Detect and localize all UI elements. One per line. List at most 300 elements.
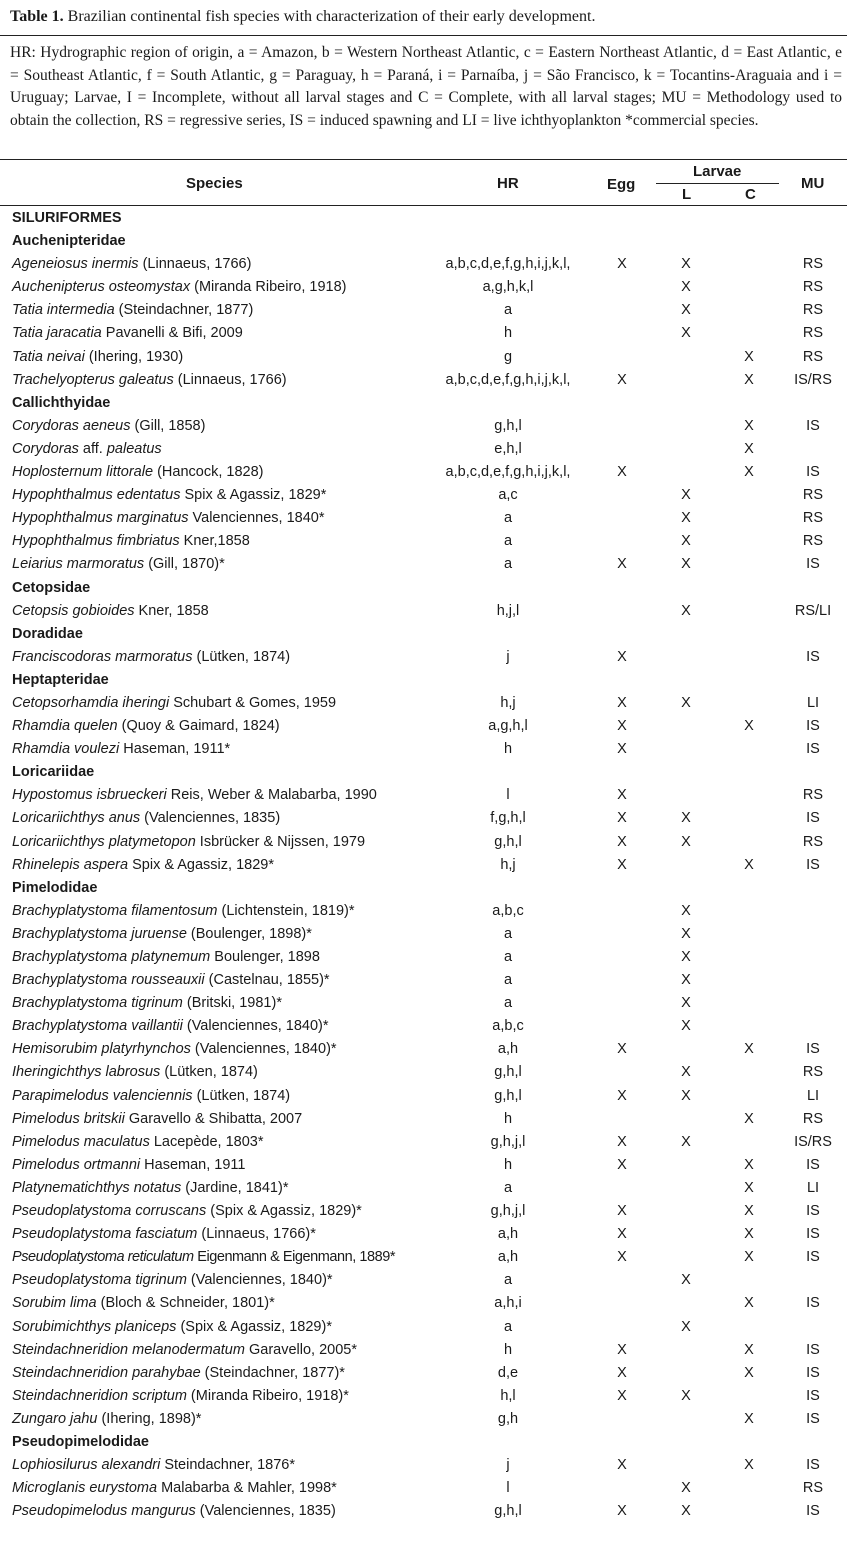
- species-cell: [12, 369, 287, 392]
- larvae-l-cell: X: [681, 325, 691, 342]
- larvae-c-cell: X: [744, 1226, 754, 1243]
- mu-cell: IS: [806, 1364, 820, 1381]
- hr-cell: a,h: [497, 1249, 519, 1266]
- larvae-l-cell: X: [681, 1064, 691, 1081]
- hr-cell: a: [503, 1272, 513, 1289]
- species-authority: Isbrücker & Nijssen, 1979: [195, 833, 366, 850]
- species-authority: (Steindachner, 1877): [114, 302, 254, 319]
- larvae-l-cell: X: [681, 833, 691, 850]
- species-authority: (Lichtenstein, 1819)*: [217, 902, 355, 919]
- hr-cell: a: [503, 533, 513, 550]
- mu-cell: RS: [802, 510, 824, 527]
- mu-cell: RS: [802, 833, 824, 850]
- scientific-name: Pimelodus ortmanni: [12, 1156, 141, 1173]
- egg-cell: X: [617, 371, 627, 388]
- mu-cell: IS/RS: [794, 1133, 832, 1150]
- table-row: [0, 346, 860, 369]
- species-cell: [12, 1408, 201, 1431]
- species-authority: (Valenciennes, 1840)*: [182, 1018, 329, 1035]
- species-cell: [12, 1177, 288, 1200]
- mu-cell: RS: [802, 302, 824, 319]
- larvae-c-cell: X: [744, 1364, 754, 1381]
- larvae-c-cell: X: [744, 1410, 754, 1427]
- hr-cell: j: [506, 648, 510, 665]
- table-row: [0, 992, 860, 1015]
- species-authority: (Miranda Ribeiro, 1918)*: [186, 1387, 349, 1404]
- scientific-name: Corydoras aeneus: [12, 417, 131, 434]
- species-authority: aff.: [78, 440, 107, 457]
- larvae-c-cell: X: [744, 1156, 754, 1173]
- species-authority: Spix & Agassiz, 1829*: [180, 487, 327, 504]
- family-heading-row: [0, 877, 860, 900]
- larvae-l-cell: X: [681, 533, 691, 550]
- hr-cell: l: [506, 787, 510, 804]
- species-cell: [12, 1085, 290, 1108]
- column-header-mu: MU: [801, 175, 825, 192]
- species-authority: (Linnaeus, 1766): [138, 256, 252, 273]
- larvae-l-cell: X: [681, 949, 691, 965]
- mu-cell: IS: [806, 1041, 820, 1058]
- mu-cell: IS: [806, 1410, 820, 1427]
- mu-cell: RS: [802, 279, 824, 296]
- mu-cell: LI: [806, 1179, 820, 1196]
- species-authority: Schubart & Gomes, 1959: [169, 694, 337, 711]
- hr-cell: a,b,c,d,e,f,g,h,i,j,k,l,: [445, 256, 571, 273]
- larvae-l-cell: X: [681, 972, 691, 989]
- scientific-name: Brachyplatystoma filamentosum: [12, 902, 218, 919]
- species-authority: (Bloch & Schneider, 1801)*: [96, 1295, 275, 1312]
- mu-cell: IS: [806, 1156, 820, 1173]
- species-authority: Garavello & Shibatta, 2007: [124, 1110, 303, 1127]
- family-heading-row: [0, 1431, 860, 1454]
- table-row: [0, 784, 860, 807]
- species-cell: [12, 1108, 302, 1131]
- hr-cell: g: [503, 348, 513, 365]
- species-cell: [12, 276, 346, 299]
- larvae-c-cell: X: [744, 1295, 754, 1312]
- scientific-name: Leiarius marmoratus: [12, 556, 145, 573]
- family-heading-row: [0, 761, 860, 784]
- mu-cell: RS: [802, 487, 824, 504]
- column-header-larvae-c: C: [745, 186, 756, 203]
- egg-cell: X: [617, 1387, 627, 1404]
- hr-cell: h: [503, 325, 513, 342]
- mu-cell: LI: [806, 1087, 820, 1104]
- hr-cell: h: [503, 1156, 513, 1173]
- hr-cell: a: [503, 949, 513, 965]
- mu-cell: IS: [806, 810, 820, 827]
- species-authority: Boulenger, 1898: [210, 949, 320, 965]
- scientific-name: Pseudoplatystoma tigrinum: [12, 1272, 187, 1289]
- table-body: [0, 207, 860, 1523]
- egg-cell: X: [617, 856, 627, 873]
- mu-cell: RS: [802, 256, 824, 273]
- species-cell: [12, 1477, 337, 1500]
- egg-cell: X: [617, 1249, 627, 1266]
- mu-cell: RS: [802, 348, 824, 365]
- larvae-c-cell: X: [744, 417, 754, 434]
- table-row: [0, 854, 860, 877]
- species-cell: [12, 807, 280, 830]
- species-authority: Eigenmann & Eigenmann, 1889*: [193, 1249, 396, 1266]
- egg-cell: X: [617, 1156, 627, 1173]
- hr-cell: g,h,l: [494, 1064, 522, 1081]
- table-row: [0, 1131, 860, 1154]
- species-authority: (Valenciennes, 1835): [140, 810, 281, 827]
- table-row: [0, 969, 860, 992]
- species-cell: [12, 415, 205, 438]
- table-legend-note: HR: Hydrographic region of origin, a = Amazon, b = Western Northeast Atlantic, c = Eastern Northeast Atlantic, d = East Atlantic, e = Southeast Atlantic, f = South Atlantic, g = Paraguay, h = Paraná, i = Parnaíba, j = São Francisco, k = Tocantins-Araguaia and i = Uruguay; Larvae, I = Incomplete, without all larval stages and C = Complete, with all larval stages; MU = Methodology used to obtain the collection, RS = regressive series, IS = induced spawning and LI = live ichthyoplankton *commercial species.: [10, 44, 842, 129]
- table-row: [0, 1038, 860, 1061]
- egg-cell: X: [617, 1457, 627, 1474]
- scientific-name: Rhamdia quelen: [12, 718, 118, 735]
- scientific-name: Brachyplatystoma rousseauxii: [12, 972, 205, 989]
- species-authority: (Jardine, 1841)*: [181, 1179, 289, 1196]
- mu-cell: IS: [806, 1295, 820, 1312]
- larvae-c-cell: X: [744, 718, 754, 735]
- hr-cell: h: [503, 741, 513, 758]
- scientific-name: Sorubimichthys planiceps: [12, 1318, 177, 1335]
- species-cell: [12, 322, 243, 345]
- larvae-l-cell: X: [681, 1503, 691, 1520]
- table-row: [0, 507, 860, 530]
- species-authority: (Castelnau, 1855)*: [204, 972, 330, 989]
- table-row: [0, 646, 860, 669]
- table-row: [0, 1385, 860, 1408]
- species-authority: Haseman, 1911: [140, 1156, 246, 1173]
- column-header-species: Species: [186, 175, 243, 192]
- species-authority: Pavanelli & Bifi, 2009: [101, 325, 243, 342]
- species-authority: (Hancock, 1828): [153, 464, 264, 481]
- family-name: Doradidae: [12, 625, 83, 642]
- hr-cell: h,l: [500, 1387, 516, 1404]
- species-authority: (Valenciennes, 1835): [195, 1503, 336, 1520]
- scientific-name: Tatia intermedia: [12, 302, 115, 319]
- larvae-c-cell: X: [744, 1341, 754, 1358]
- egg-cell: X: [617, 833, 627, 850]
- species-authority: (Britski, 1981)*: [182, 995, 282, 1012]
- larvae-c-cell: X: [744, 464, 754, 481]
- egg-cell: X: [617, 1203, 627, 1220]
- scientific-name: Loricariichthys platymetopon: [12, 833, 196, 850]
- scientific-name: Hypophthalmus edentatus: [12, 487, 181, 504]
- species-cell: [12, 854, 274, 877]
- larvae-c-cell: X: [744, 348, 754, 365]
- scientific-name: Rhinelepis aspera: [12, 856, 129, 873]
- mu-cell: LI: [806, 694, 820, 711]
- table-row: [0, 1408, 860, 1431]
- species-cell: [12, 1292, 275, 1315]
- larvae-c-cell: X: [744, 1110, 754, 1127]
- mu-cell: IS: [806, 718, 820, 735]
- table-caption: [10, 6, 855, 28]
- species-authority: (Valenciennes, 1840)*: [186, 1272, 333, 1289]
- table-row: [0, 738, 860, 761]
- species-authority: Reis, Weber & Malabarba, 1990: [166, 787, 377, 804]
- table-caption-label: Table 1.: [10, 8, 64, 25]
- species-authority: Valenciennes, 1840*: [188, 510, 325, 527]
- species-cell: [12, 646, 290, 669]
- species-authority: Lacepède, 1803*: [149, 1133, 264, 1150]
- hr-cell: a,b,c: [492, 1018, 524, 1035]
- species-cell: [12, 1500, 336, 1523]
- family-heading-row: [0, 623, 860, 646]
- egg-cell: X: [617, 648, 627, 665]
- family-name: Loricariidae: [12, 764, 95, 781]
- scientific-name: Tatia neivai: [12, 348, 85, 365]
- species-cell: [12, 1316, 332, 1339]
- larvae-l-cell: X: [681, 1272, 691, 1289]
- species-authority: Garavello, 2005*: [244, 1341, 357, 1358]
- family-name: Auchenipteridae: [12, 233, 126, 250]
- scientific-name: Brachyplatystoma platynemum: [12, 949, 211, 965]
- hr-cell: a,h: [497, 1041, 519, 1058]
- mu-cell: IS: [806, 856, 820, 873]
- family-name: Heptapteridae: [12, 671, 109, 688]
- family-heading-row: [0, 577, 860, 600]
- scientific-name: Lophiosilurus alexandri: [12, 1457, 161, 1474]
- mu-cell: RS: [802, 1480, 824, 1497]
- hr-cell: a,g,h,k,l: [482, 279, 534, 296]
- larvae-l-cell: X: [681, 487, 691, 504]
- larvae-l-cell: X: [681, 925, 691, 942]
- species-cell: [12, 715, 280, 738]
- scientific-name: Tatia jaracatia: [12, 325, 102, 342]
- larvae-l-cell: X: [681, 995, 691, 1012]
- scientific-name: Microglanis eurystoma: [12, 1480, 158, 1497]
- family-heading-row: [0, 230, 860, 253]
- scientific-name: Loricariichthys anus: [12, 810, 141, 827]
- table-row: [0, 946, 860, 969]
- table-row: [0, 1316, 860, 1339]
- table-row: [0, 253, 860, 276]
- egg-cell: X: [617, 1087, 627, 1104]
- species-cell: [12, 553, 225, 576]
- table-row: [0, 715, 860, 738]
- mu-cell: IS: [806, 1226, 820, 1243]
- mu-cell: IS: [806, 556, 820, 573]
- species-cell: [12, 299, 253, 322]
- species-cell: [12, 692, 336, 715]
- hr-cell: g,h: [497, 1410, 519, 1427]
- scientific-name: Auchenipterus osteomystax: [12, 279, 191, 296]
- table-row: [0, 322, 860, 345]
- species-authority: Kner, 1858: [134, 602, 209, 619]
- hr-cell: g,h,l: [494, 833, 522, 850]
- table-row: [0, 484, 860, 507]
- table-row: [0, 1500, 860, 1523]
- scientific-name: Pseudopimelodus mangurus: [12, 1503, 196, 1520]
- table-row: [0, 1477, 860, 1500]
- species-cell: [12, 1038, 337, 1061]
- hr-cell: a: [503, 510, 513, 527]
- species-authority: (Spix & Agassiz, 1829)*: [206, 1203, 362, 1220]
- table-row: [0, 1362, 860, 1385]
- table-caption-text: Brazilian continental fish species with characterization of their early development.: [63, 8, 596, 25]
- hr-cell: a,b,c,d,e,f,g,h,i,j,k,l,: [445, 464, 571, 481]
- species-authority: (Lütken, 1874): [192, 1087, 291, 1104]
- mu-cell: RS: [802, 787, 824, 804]
- mu-cell: IS: [806, 1503, 820, 1520]
- hr-cell: a,h: [497, 1226, 519, 1243]
- hr-cell: j: [506, 1457, 510, 1474]
- order-heading-row: [0, 207, 860, 230]
- table-row: [0, 1108, 860, 1131]
- species-cell: [12, 1269, 333, 1292]
- hr-cell: h,j,l: [496, 602, 520, 619]
- scientific-name: Cetopsis gobioides: [12, 602, 135, 619]
- hr-cell: h,j: [500, 856, 516, 873]
- species-cell: [12, 969, 330, 992]
- table-row: [0, 1177, 860, 1200]
- species-authority: (Boulenger, 1898)*: [186, 925, 312, 942]
- larvae-c-cell: X: [744, 1249, 754, 1266]
- species-cell: [12, 253, 251, 276]
- species-cell: [12, 1131, 264, 1154]
- species-authority: (Quoy & Gaimard, 1824): [117, 718, 280, 735]
- species-authority: (Gill, 1870)*: [144, 556, 225, 573]
- larvae-l-cell: X: [681, 556, 691, 573]
- egg-cell: X: [617, 694, 627, 711]
- family-name: Callichthyidae: [12, 394, 111, 411]
- scientific-name: Pseudoplatystoma reticulatum: [12, 1249, 194, 1266]
- table-row: [0, 1200, 860, 1223]
- species-cell: [12, 1339, 357, 1362]
- species-authority: Kner,1858: [179, 533, 250, 550]
- hr-cell: a,b,c,d,e,f,g,h,i,j,k,l,: [445, 371, 571, 388]
- hr-cell: g,h,l: [494, 1503, 522, 1520]
- family-heading-row: [0, 669, 860, 692]
- hr-cell: a,b,c: [492, 902, 524, 919]
- species-authority: (Miranda Ribeiro, 1918): [190, 279, 347, 296]
- scientific-name: Parapimelodus valenciennis: [12, 1087, 193, 1104]
- larvae-l-cell: X: [681, 1087, 691, 1104]
- species-cell: [12, 923, 312, 946]
- species-cell: [12, 484, 326, 507]
- scientific-name-epithet: paleatus: [106, 440, 162, 457]
- table-row: [0, 1339, 860, 1362]
- egg-cell: X: [617, 1503, 627, 1520]
- mu-cell: RS: [802, 1064, 824, 1081]
- hr-cell: a,g,h,l: [488, 718, 528, 735]
- larvae-c-cell: X: [744, 440, 754, 457]
- table-row: [0, 831, 860, 854]
- table-row: [0, 530, 860, 553]
- column-header-egg: Egg: [607, 176, 636, 193]
- egg-cell: X: [617, 810, 627, 827]
- hr-cell: g,h,l: [494, 1087, 522, 1104]
- larvae-l-cell: X: [681, 810, 691, 827]
- table-row: [0, 461, 860, 484]
- table-row: [0, 807, 860, 830]
- egg-cell: X: [617, 256, 627, 273]
- hr-cell: f,g,h,l: [490, 810, 526, 827]
- scientific-name: Steindachneridion scriptum: [12, 1387, 187, 1404]
- mu-cell: IS: [806, 741, 820, 758]
- header-top-rule: [0, 159, 847, 160]
- species-cell: [12, 438, 162, 461]
- hr-cell: h: [503, 1110, 513, 1127]
- scientific-name: Hypostomus isbrueckeri: [12, 787, 167, 804]
- hr-cell: g,h,l: [494, 417, 522, 434]
- larvae-l-cell: X: [681, 694, 691, 711]
- mu-cell: IS: [806, 464, 820, 481]
- order-name: SILURIFORMES: [12, 210, 122, 226]
- species-cell: [12, 1061, 258, 1084]
- species-cell: [12, 1200, 362, 1223]
- family-name: Cetopsidae: [12, 579, 91, 596]
- table-row: [0, 923, 860, 946]
- table-row: [0, 1223, 860, 1246]
- scientific-name: Pseudoplatystoma fasciatum: [12, 1226, 198, 1243]
- species-authority: (Linnaeus, 1766): [173, 371, 287, 388]
- larvae-l-cell: X: [681, 1133, 691, 1150]
- hr-cell: g,h,j,l: [490, 1133, 526, 1150]
- scientific-name: Hoplosternum littorale: [12, 464, 154, 481]
- hr-cell: d,e: [497, 1364, 519, 1381]
- egg-cell: X: [617, 1133, 627, 1150]
- larvae-l-cell: X: [681, 1318, 691, 1335]
- table-row: [0, 1015, 860, 1038]
- scientific-name: Hemisorubim platyrhynchos: [12, 1041, 191, 1058]
- species-cell: [12, 1385, 349, 1408]
- table-row: [0, 415, 860, 438]
- species-cell: [12, 461, 263, 484]
- hr-cell: h: [503, 1341, 513, 1358]
- scientific-name: Trachelyopterus galeatus: [12, 371, 174, 388]
- table-row: [0, 692, 860, 715]
- mu-cell: IS: [806, 417, 820, 434]
- scientific-name: Platynematichthys notatus: [12, 1179, 182, 1196]
- hr-cell: a,c: [498, 487, 518, 504]
- larvae-span-rule: [656, 183, 779, 184]
- scientific-name: Brachyplatystoma juruense: [12, 925, 187, 942]
- table-row: [0, 1292, 860, 1315]
- scientific-name: Rhamdia voulezi: [12, 741, 120, 758]
- species-cell: [12, 900, 355, 923]
- hr-cell: a: [503, 556, 513, 573]
- header-bottom-rule: [0, 205, 847, 206]
- scientific-name: Ageneiosus inermis: [12, 256, 139, 273]
- family-heading-row: [0, 392, 860, 415]
- larvae-l-cell: X: [681, 902, 691, 919]
- larvae-l-cell: X: [681, 1018, 691, 1035]
- larvae-l-cell: X: [681, 510, 691, 527]
- larvae-l-cell: X: [681, 1480, 691, 1497]
- species-authority: (Gill, 1858): [130, 417, 206, 434]
- egg-cell: X: [617, 1226, 627, 1243]
- species-cell: [12, 946, 320, 969]
- hr-cell: a: [503, 995, 513, 1012]
- mu-cell: IS/RS: [794, 371, 832, 388]
- egg-cell: X: [617, 1364, 627, 1381]
- species-cell: [12, 346, 183, 369]
- column-header-hr: HR: [497, 175, 519, 192]
- mu-cell: RS: [802, 533, 824, 550]
- scientific-name: Brachyplatystoma vaillantii: [12, 1018, 183, 1035]
- scientific-name: Steindachneridion melanodermatum: [12, 1341, 245, 1358]
- family-name: Pseudopimelodidae: [12, 1433, 149, 1450]
- species-cell: [12, 1362, 345, 1385]
- top-rule: [0, 35, 847, 36]
- table-row: [0, 276, 860, 299]
- scientific-name: Iheringichthys labrosus: [12, 1064, 161, 1081]
- hr-cell: e,h,l: [494, 440, 522, 457]
- scientific-name: Hypophthalmus fimbriatus: [12, 533, 180, 550]
- mu-cell: IS: [806, 1341, 820, 1358]
- species-cell: [12, 1154, 245, 1177]
- column-header-larvae-l: L: [682, 186, 692, 203]
